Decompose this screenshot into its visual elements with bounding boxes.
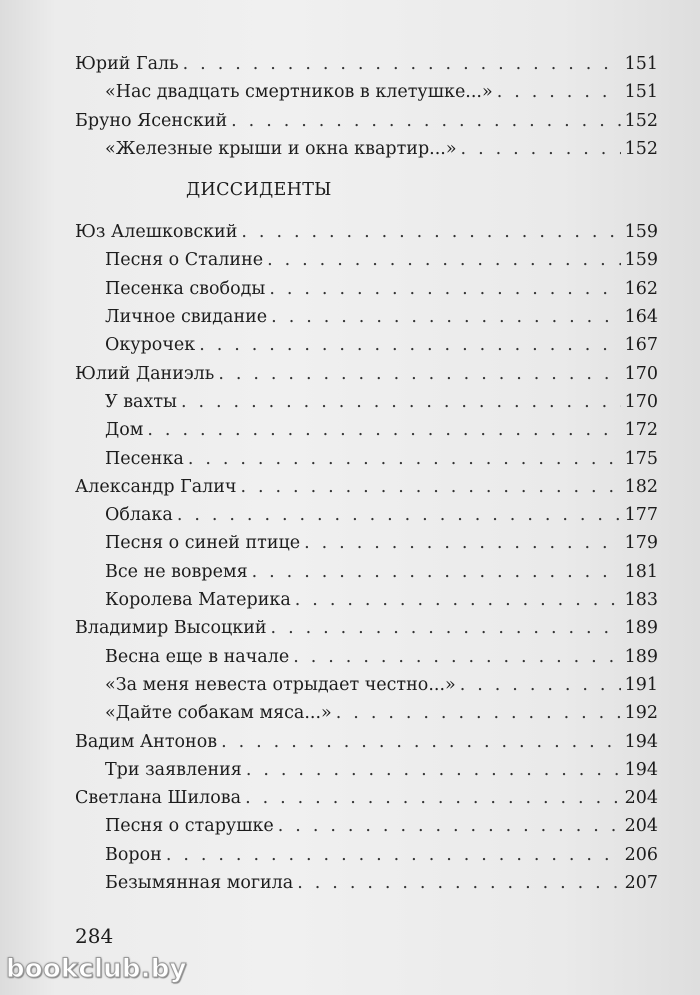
- toc-entry-author: [75, 728, 658, 756]
- dot-leader: [295, 586, 621, 614]
- toc-entry-work: [75, 671, 658, 699]
- toc-entry-work: [75, 331, 658, 359]
- dot-leader: [252, 558, 621, 586]
- toc-entry-work: [75, 756, 658, 784]
- toc-entry-page: 159: [624, 222, 658, 243]
- dot-leader: [166, 841, 621, 869]
- toc-entry-page: 204: [624, 816, 658, 837]
- toc-entry-page: 207: [624, 873, 658, 894]
- table-of-contents: [75, 50, 658, 897]
- dot-leader: [218, 360, 620, 388]
- toc-entry-title: Юрий Галь: [75, 54, 179, 74]
- toc-entry-work: [75, 558, 658, 586]
- toc-entry-page: 170: [624, 363, 658, 384]
- toc-entry-title: Юлий Даниэль: [75, 363, 215, 384]
- dot-leader: [297, 869, 620, 897]
- toc-entry-work: [75, 275, 658, 303]
- toc-entry-work: [75, 643, 658, 671]
- toc-entry-page: 162: [624, 278, 658, 299]
- toc-entry-page: 179: [624, 533, 658, 554]
- toc-entry-title: Все не вовремя: [105, 561, 248, 582]
- toc-entry-work: [75, 78, 658, 106]
- toc-entry-page: 189: [624, 646, 658, 667]
- toc-entry-title: Дом: [105, 420, 144, 441]
- toc-entry-page: 181: [624, 561, 658, 582]
- toc-entry-page: 151: [624, 82, 658, 103]
- toc-entry-title: Владимир Высоцкий: [75, 618, 267, 639]
- toc-entry-author: [75, 107, 658, 135]
- toc-entry-author: [75, 50, 658, 78]
- toc-entry-page: 194: [624, 731, 658, 752]
- toc-entry-author: [75, 614, 658, 642]
- dot-leader: [221, 728, 621, 756]
- toc-entry-work: [75, 501, 658, 529]
- toc-entry-page: 152: [624, 138, 658, 159]
- dot-leader: [304, 529, 620, 557]
- toc-entry-title: Светлана Шилова: [75, 788, 242, 809]
- dot-leader: [271, 303, 620, 331]
- dot-leader: [231, 107, 620, 135]
- toc-entry-title: Вадим Антонов: [75, 731, 218, 752]
- dot-leader: [177, 501, 621, 529]
- page-number: 284: [75, 924, 114, 948]
- dot-leader: [461, 135, 621, 163]
- toc-entry-title: Юз Алешковский: [75, 222, 238, 243]
- toc-entry-title: У вахты: [105, 391, 177, 412]
- toc-entry-title: Бруно Ясенский: [75, 110, 228, 131]
- toc-entry-work: [75, 699, 658, 727]
- toc-entry-title: «За меня невеста отрыдает честно...»: [105, 674, 456, 695]
- toc-entry-author: [75, 784, 658, 812]
- toc-entry-work: [75, 841, 658, 869]
- toc-entry-work: [75, 135, 658, 163]
- dot-leader: [267, 246, 621, 274]
- toc-entry-page: 172: [624, 420, 658, 441]
- toc-entry-title: «Железные крыши и окна квартир...»: [105, 138, 457, 159]
- dot-leader: [293, 643, 620, 671]
- toc-entry-page: 167: [624, 335, 658, 356]
- watermark-logo: bookclub.by: [6, 954, 187, 984]
- toc-entry-work: [75, 303, 658, 331]
- toc-entry-author: [75, 473, 658, 501]
- dot-leader: [241, 218, 620, 246]
- toc-entry-page: 204: [624, 788, 658, 809]
- toc-entry-page: 191: [624, 674, 658, 695]
- dot-leader: [336, 699, 621, 727]
- toc-entry-title: Окурочек: [105, 335, 196, 356]
- dot-leader: [460, 671, 621, 699]
- toc-entry-author: [75, 360, 658, 388]
- dot-leader: [269, 275, 620, 303]
- dot-leader: [147, 416, 620, 444]
- toc-entry-work: [75, 445, 658, 473]
- toc-entry-title: Весна еще в начале: [105, 646, 290, 667]
- toc-entry-page: 189: [624, 618, 658, 639]
- toc-entry-title: «Нас двадцать смертников в клетушке...»: [105, 82, 493, 103]
- dot-leader: [271, 614, 621, 642]
- toc-entry-page: 206: [624, 844, 658, 865]
- dot-leader: [181, 388, 621, 416]
- toc-entry-page: 159: [624, 250, 658, 271]
- toc-entry-page: 194: [624, 759, 658, 780]
- dot-leader: [497, 78, 621, 106]
- toc-entry-title: Песенка: [105, 448, 184, 469]
- toc-entry-work: [75, 246, 658, 274]
- toc-entry-title: Александр Галич: [75, 476, 237, 497]
- toc-entry-page: 183: [624, 590, 658, 611]
- toc-entry-title: Ворон: [105, 844, 162, 865]
- toc-entry-page: 170: [624, 391, 658, 412]
- toc-entry-work: [75, 388, 658, 416]
- toc-entry-page: 175: [624, 448, 658, 469]
- toc-entry-page: 151: [624, 54, 658, 74]
- toc-entry-title: Королева Материка: [105, 590, 291, 611]
- toc-entry-page: 152: [624, 110, 658, 131]
- dot-leader: [245, 784, 621, 812]
- toc-entry-title: Песня о синей птице: [105, 533, 301, 554]
- toc-entry-work: [75, 586, 658, 614]
- toc-entry-page: 192: [624, 703, 658, 724]
- toc-entry-work: [75, 416, 658, 444]
- toc-entry-page: 177: [624, 505, 658, 526]
- toc-entry-author: [75, 218, 658, 246]
- toc-entry-work: [75, 869, 658, 897]
- dot-leader: [246, 756, 621, 784]
- dot-leader: [199, 331, 620, 359]
- section-heading-title: ДИССИДЕНТЫ: [186, 180, 332, 201]
- toc-entry-title: Облака: [105, 505, 173, 526]
- dot-leader: [240, 473, 620, 501]
- toc-entry-title: Три заявления: [105, 759, 242, 780]
- dot-leader: [278, 812, 621, 840]
- section-heading: [75, 163, 658, 218]
- toc-entry-page: 164: [624, 307, 658, 328]
- toc-entry-title: Песня о Сталине: [105, 250, 264, 271]
- toc-entry-title: Песня о старушке: [105, 816, 274, 837]
- toc-entry-title: Личное свидание: [105, 307, 268, 328]
- toc-entry-title: «Дайте собакам мяса...»: [105, 703, 332, 724]
- toc-entry-page: 182: [624, 476, 658, 497]
- toc-entry-title: Безымянная могила: [105, 873, 294, 894]
- toc-entry-work: [75, 812, 658, 840]
- toc-entry-title: Песенка свободы: [105, 278, 266, 299]
- dot-leader: [183, 50, 621, 78]
- dot-leader: [188, 445, 621, 473]
- toc-entry-work: [75, 529, 658, 557]
